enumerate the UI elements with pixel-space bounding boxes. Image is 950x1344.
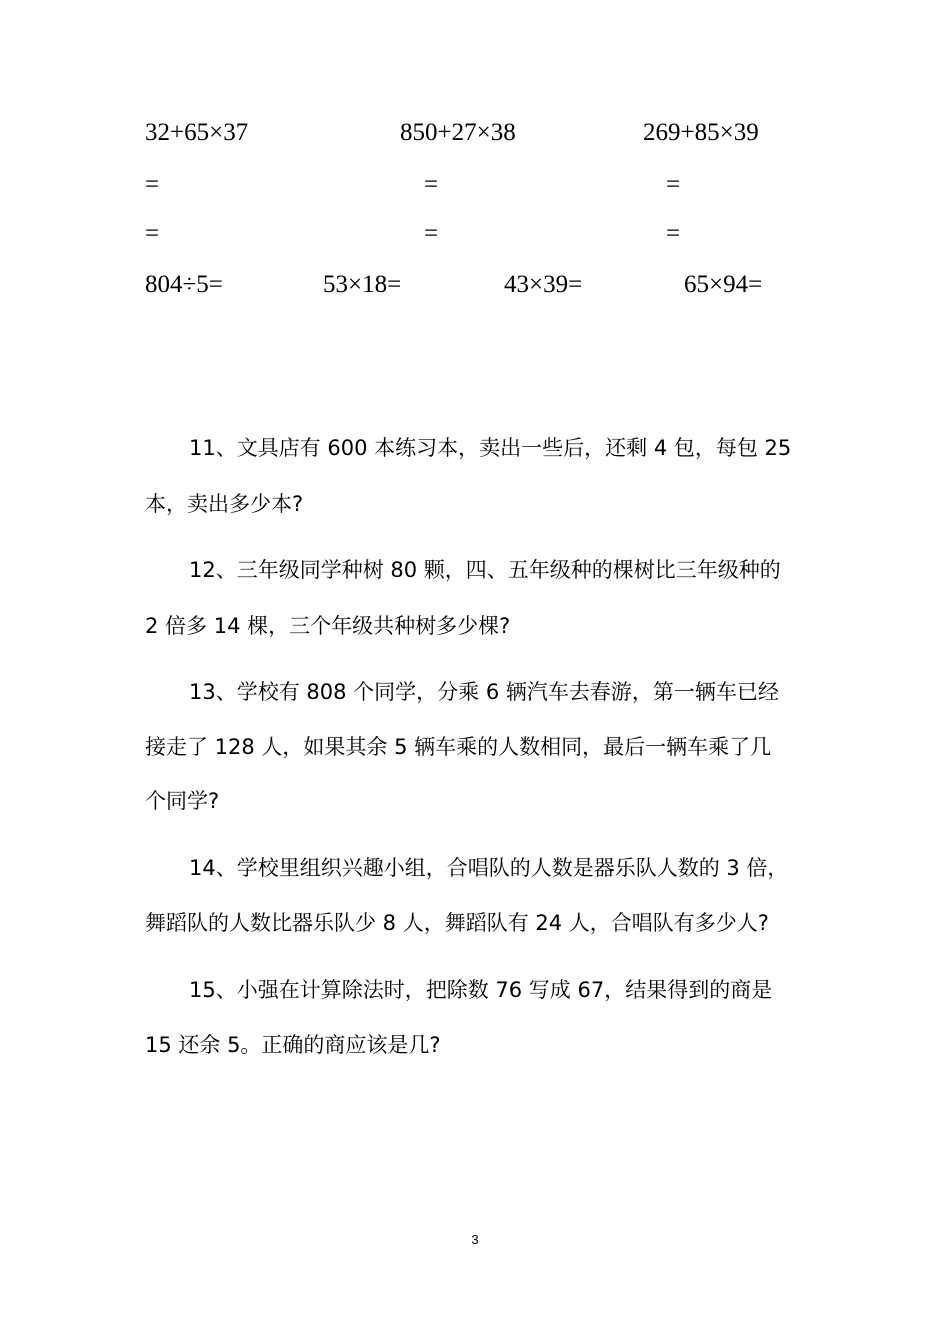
problem-line: 个同学? xyxy=(145,789,220,813)
problem-line: 本，卖出多少本? xyxy=(145,492,304,516)
expression: 269+85×39 xyxy=(643,119,759,146)
equals-line: = xyxy=(145,171,160,198)
expression: 32+65×37 xyxy=(145,119,249,146)
problem-line: 舞蹈队的人数比器乐队少 8 人，舞蹈队有 24 人，合唱队有多少人? xyxy=(145,911,769,935)
expression: 804÷5= xyxy=(145,271,223,298)
problem-line: 14、学校里组织兴趣小组，合唱队的人数是器乐队人数的 3 倍， xyxy=(189,856,789,880)
expression: 65×94= xyxy=(684,271,763,298)
equals-line: = xyxy=(145,220,160,247)
problem-line: 接走了 128 人，如果其余 5 辆车乘的人数相同，最后一辆车乘了几 xyxy=(145,735,772,759)
equals-line: = xyxy=(666,220,681,247)
problem-line: 13、学校有 808 个同学，分乘 6 辆汽车去春游，第一辆车已经 xyxy=(189,680,779,704)
expression: 43×39= xyxy=(504,271,583,298)
problem-line: 15、小强在计算除法时，把除数 76 写成 67，结果得到的商是 xyxy=(189,978,773,1002)
problem-line: 2 倍多 14 棵，三个年级共种树多少棵? xyxy=(145,614,511,638)
problem-line: 15 还余 5。正确的商应该是几? xyxy=(145,1033,441,1057)
problem-line: 11、文具店有 600 本练习本，卖出一些后，还剩 4 包，每包 25 xyxy=(189,436,792,460)
expression: 850+27×38 xyxy=(400,119,516,146)
page-number: 3 xyxy=(471,1232,479,1247)
problem-line: 12、三年级同学种树 80 颗，四、五年级种的棵树比三年级种的 xyxy=(189,558,781,582)
equals-line: = xyxy=(424,220,439,247)
equals-line: = xyxy=(666,171,681,198)
expression: 53×18= xyxy=(323,271,402,298)
equals-line: = xyxy=(424,171,439,198)
